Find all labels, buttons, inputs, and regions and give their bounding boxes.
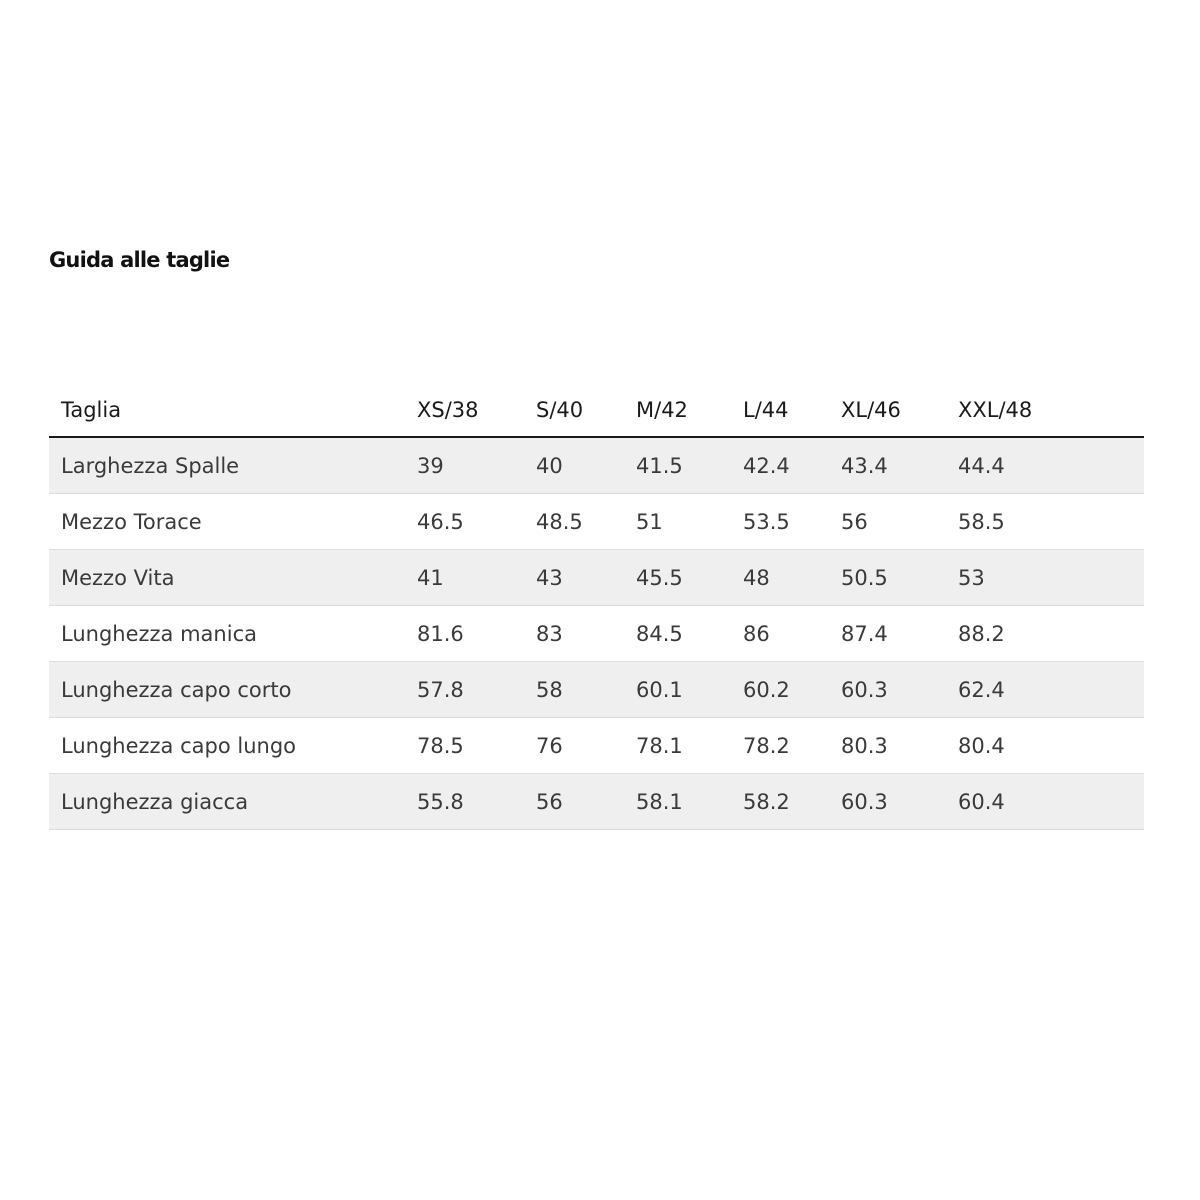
table-cell: 56 [829, 494, 946, 550]
table-cell: 39 [405, 437, 524, 494]
table-cell: 58.5 [946, 494, 1144, 550]
table-cell: 40 [524, 437, 624, 494]
table-cell: 41 [405, 550, 524, 606]
row-label: Lunghezza giacca [49, 774, 405, 830]
table-cell: 86 [731, 606, 829, 662]
table-cell: 78.1 [624, 718, 731, 774]
table-cell: 48 [731, 550, 829, 606]
table-cell: 60.3 [829, 774, 946, 830]
table-cell: 56 [524, 774, 624, 830]
row-label: Larghezza Spalle [49, 437, 405, 494]
table-cell: 60.4 [946, 774, 1144, 830]
size-guide-table-container [49, 383, 1144, 830]
header-cell-xl: XL/46 [829, 383, 946, 437]
table-cell: 83 [524, 606, 624, 662]
row-label: Lunghezza capo corto [49, 662, 405, 718]
table-cell: 53 [946, 550, 1144, 606]
header-cell-l: L/44 [731, 383, 829, 437]
table-cell: 84.5 [624, 606, 731, 662]
table-cell: 57.8 [405, 662, 524, 718]
header-cell-xxl: XXL/48 [946, 383, 1144, 437]
table-cell: 88.2 [946, 606, 1144, 662]
table-body [49, 437, 1144, 830]
table-cell: 60.1 [624, 662, 731, 718]
table-cell: 78.2 [731, 718, 829, 774]
table-row [49, 437, 1144, 494]
table-row [49, 494, 1144, 550]
table-cell: 55.8 [405, 774, 524, 830]
table-row [49, 718, 1144, 774]
table-cell: 76 [524, 718, 624, 774]
table-cell: 62.4 [946, 662, 1144, 718]
table-header [49, 383, 1144, 437]
table-row [49, 662, 1144, 718]
header-cell-xs: XS/38 [405, 383, 524, 437]
header-cell-m: M/42 [624, 383, 731, 437]
table-cell: 43.4 [829, 437, 946, 494]
row-label: Lunghezza capo lungo [49, 718, 405, 774]
row-label: Lunghezza manica [49, 606, 405, 662]
table-cell: 78.5 [405, 718, 524, 774]
row-label: Mezzo Vita [49, 550, 405, 606]
page-title: Guida alle taglie [49, 248, 230, 272]
table-cell: 44.4 [946, 437, 1144, 494]
header-cell-taglia: Taglia [49, 383, 405, 437]
table-cell: 48.5 [524, 494, 624, 550]
table-cell: 87.4 [829, 606, 946, 662]
table-cell: 41.5 [624, 437, 731, 494]
table-cell: 53.5 [731, 494, 829, 550]
table-cell: 81.6 [405, 606, 524, 662]
table-cell: 42.4 [731, 437, 829, 494]
table-cell: 60.3 [829, 662, 946, 718]
size-guide-table [49, 383, 1144, 830]
table-cell: 45.5 [624, 550, 731, 606]
header-cell-s: S/40 [524, 383, 624, 437]
row-label: Mezzo Torace [49, 494, 405, 550]
table-cell: 43 [524, 550, 624, 606]
header-row [49, 383, 1144, 437]
table-cell: 80.4 [946, 718, 1144, 774]
table-cell: 51 [624, 494, 731, 550]
table-row [49, 774, 1144, 830]
table-cell: 46.5 [405, 494, 524, 550]
table-cell: 58 [524, 662, 624, 718]
table-cell: 58.1 [624, 774, 731, 830]
table-row [49, 606, 1144, 662]
table-cell: 60.2 [731, 662, 829, 718]
table-cell: 80.3 [829, 718, 946, 774]
table-row [49, 550, 1144, 606]
table-cell: 50.5 [829, 550, 946, 606]
table-cell: 58.2 [731, 774, 829, 830]
